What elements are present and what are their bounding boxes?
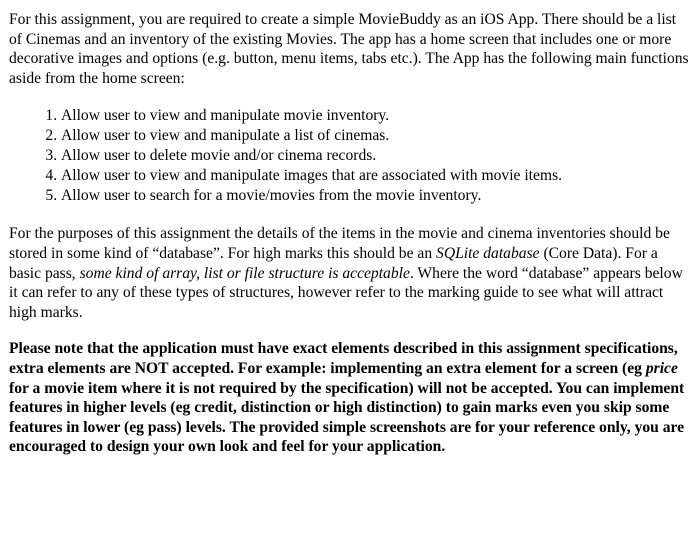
list-item: 1. Allow user to view and manipulate movie inventory. (61, 106, 693, 126)
main-functions-list (9, 106, 693, 206)
database-text: . Where the word “database” appears below it can refer to any of these types of structures, however refer to the marking guide to see what will attract high marks. (9, 264, 683, 321)
note-paragraph (9, 339, 689, 457)
list-item: 4. Allow user to view and manipulate images that are associated with movie items. (61, 166, 693, 186)
database-text: (Core Data). For a basic pass, (9, 244, 658, 282)
list-item: 3. Allow user to delete movie and/or cinema records. (61, 146, 693, 166)
list-item: 5. Allow user to search for a movie/movies from the movie inventory. (61, 186, 693, 206)
list-item: 2. Allow user to view and manipulate a list of cinemas. (61, 126, 693, 146)
sqlite-emphasis: SQLite database (436, 244, 540, 262)
price-emphasis: price (645, 359, 678, 377)
basic-pass-emphasis: some kind of array, list or file structure is acceptable (79, 264, 410, 282)
database-text: For the purposes of this assignment the details of the items in the movie and cinema inventories should be stored in some kind of “database”. For high marks this should be an (9, 225, 670, 262)
note-text: Please note that the application must have exact elements described in this assignment specifications, extra elements are NOT accepted. For example: implementing an extra element for a screen (eg (9, 340, 678, 377)
intro-paragraph: For this assignment, you are required to create a simple MovieBuddy as an iOS App. There should be a list of Cinemas and an inventory of the existing Movies. The app has a home screen that includes one or more decorative images and options (e.g. button, menu items, tabs etc.). The App has the following main functions aside from the home screen: (9, 11, 689, 87)
note-text: for a movie item where it is not required by the specification) will not be accepted. You can implement features in higher levels (eg credit, distinction or high distinction) to gain marks even you skip some features in lower (eg pass) levels. The provided simple screenshots are for your reference only, you are encouraged to design your own look and feel for your application. (9, 379, 685, 456)
database-paragraph (9, 224, 689, 322)
